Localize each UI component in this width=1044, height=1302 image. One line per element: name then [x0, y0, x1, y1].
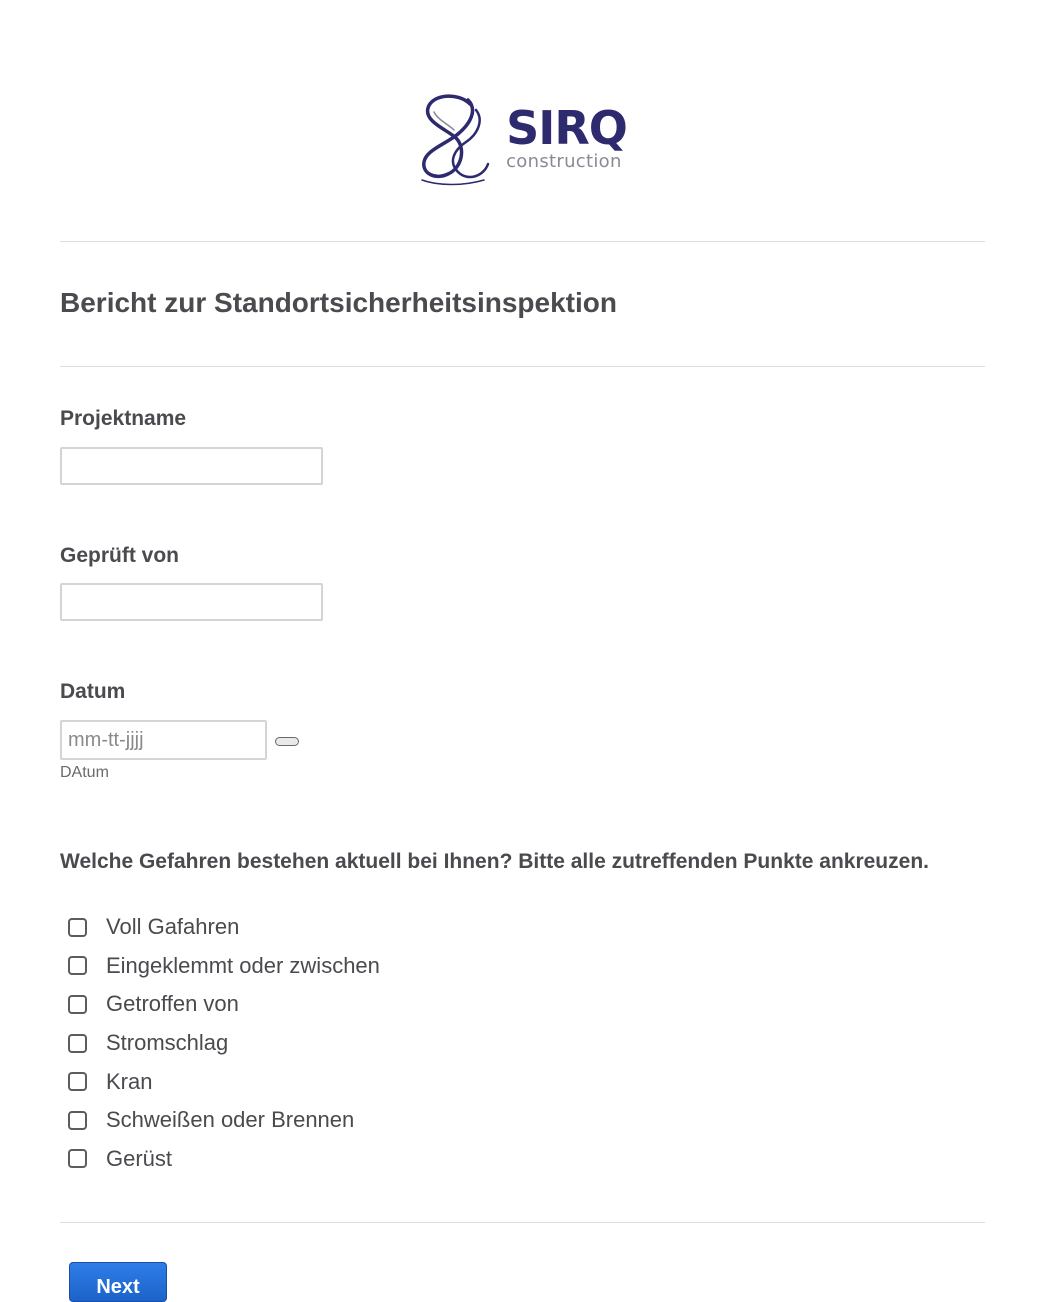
hazard-option-label: Schweißen oder Brennen	[106, 1107, 355, 1133]
hazard-option-label: Kran	[106, 1068, 153, 1094]
sirq-logo	[418, 88, 627, 188]
hazards-question: Welche Gefahren bestehen aktuell bei Ihnen? Bitte alle zutreffenden Punkte ankreuzen.	[60, 850, 929, 873]
hazard-option-schweissen[interactable]	[68, 1101, 668, 1140]
sirq-swirl-icon	[418, 90, 496, 186]
hazard-option-stromschlag[interactable]	[68, 1024, 668, 1063]
checkbox[interactable]	[68, 1149, 87, 1168]
hazard-option-label: Voll Gafahren	[106, 914, 240, 940]
checked-by-label: Geprüft von	[60, 544, 179, 567]
logo-tagline: construction	[506, 151, 622, 172]
calendar-trigger-icon[interactable]	[275, 737, 299, 746]
checkbox[interactable]	[68, 1072, 87, 1091]
divider	[60, 366, 985, 367]
hazard-option-getroffen-von[interactable]	[68, 985, 668, 1024]
logo-name: SIRQ	[506, 101, 627, 155]
date-sublabel: DAtum	[60, 764, 109, 781]
divider	[60, 241, 985, 242]
form-title: Bericht zur Standortsicherheitsinspektion	[60, 287, 617, 318]
checkbox[interactable]	[68, 1034, 87, 1053]
logo-area	[60, 88, 985, 188]
checkbox[interactable]	[68, 1111, 87, 1130]
date-input[interactable]	[60, 720, 267, 760]
checked-by-input[interactable]	[60, 583, 323, 621]
hazard-option-kran[interactable]	[68, 1062, 668, 1101]
hazard-option-label: Gerüst	[106, 1145, 173, 1171]
checkbox[interactable]	[68, 956, 87, 975]
hazard-option-eingeklemmt[interactable]	[68, 947, 668, 986]
hazard-options	[68, 908, 668, 1178]
hazard-option-label: Stromschlag	[106, 1030, 229, 1056]
divider	[60, 1222, 985, 1223]
hazard-option-voll-gafahren[interactable]	[68, 908, 668, 947]
hazard-option-geruest[interactable]	[68, 1140, 668, 1179]
project-name-input[interactable]	[60, 447, 323, 485]
hazard-option-label: Eingeklemmt oder zwischen	[106, 952, 380, 978]
checkbox[interactable]	[68, 918, 87, 937]
next-button[interactable]: Next	[69, 1262, 167, 1302]
checkbox[interactable]	[68, 995, 87, 1014]
project-name-label: Projektname	[60, 407, 187, 430]
hazard-option-label: Getroffen von	[106, 991, 239, 1017]
date-label: Datum	[60, 680, 126, 703]
